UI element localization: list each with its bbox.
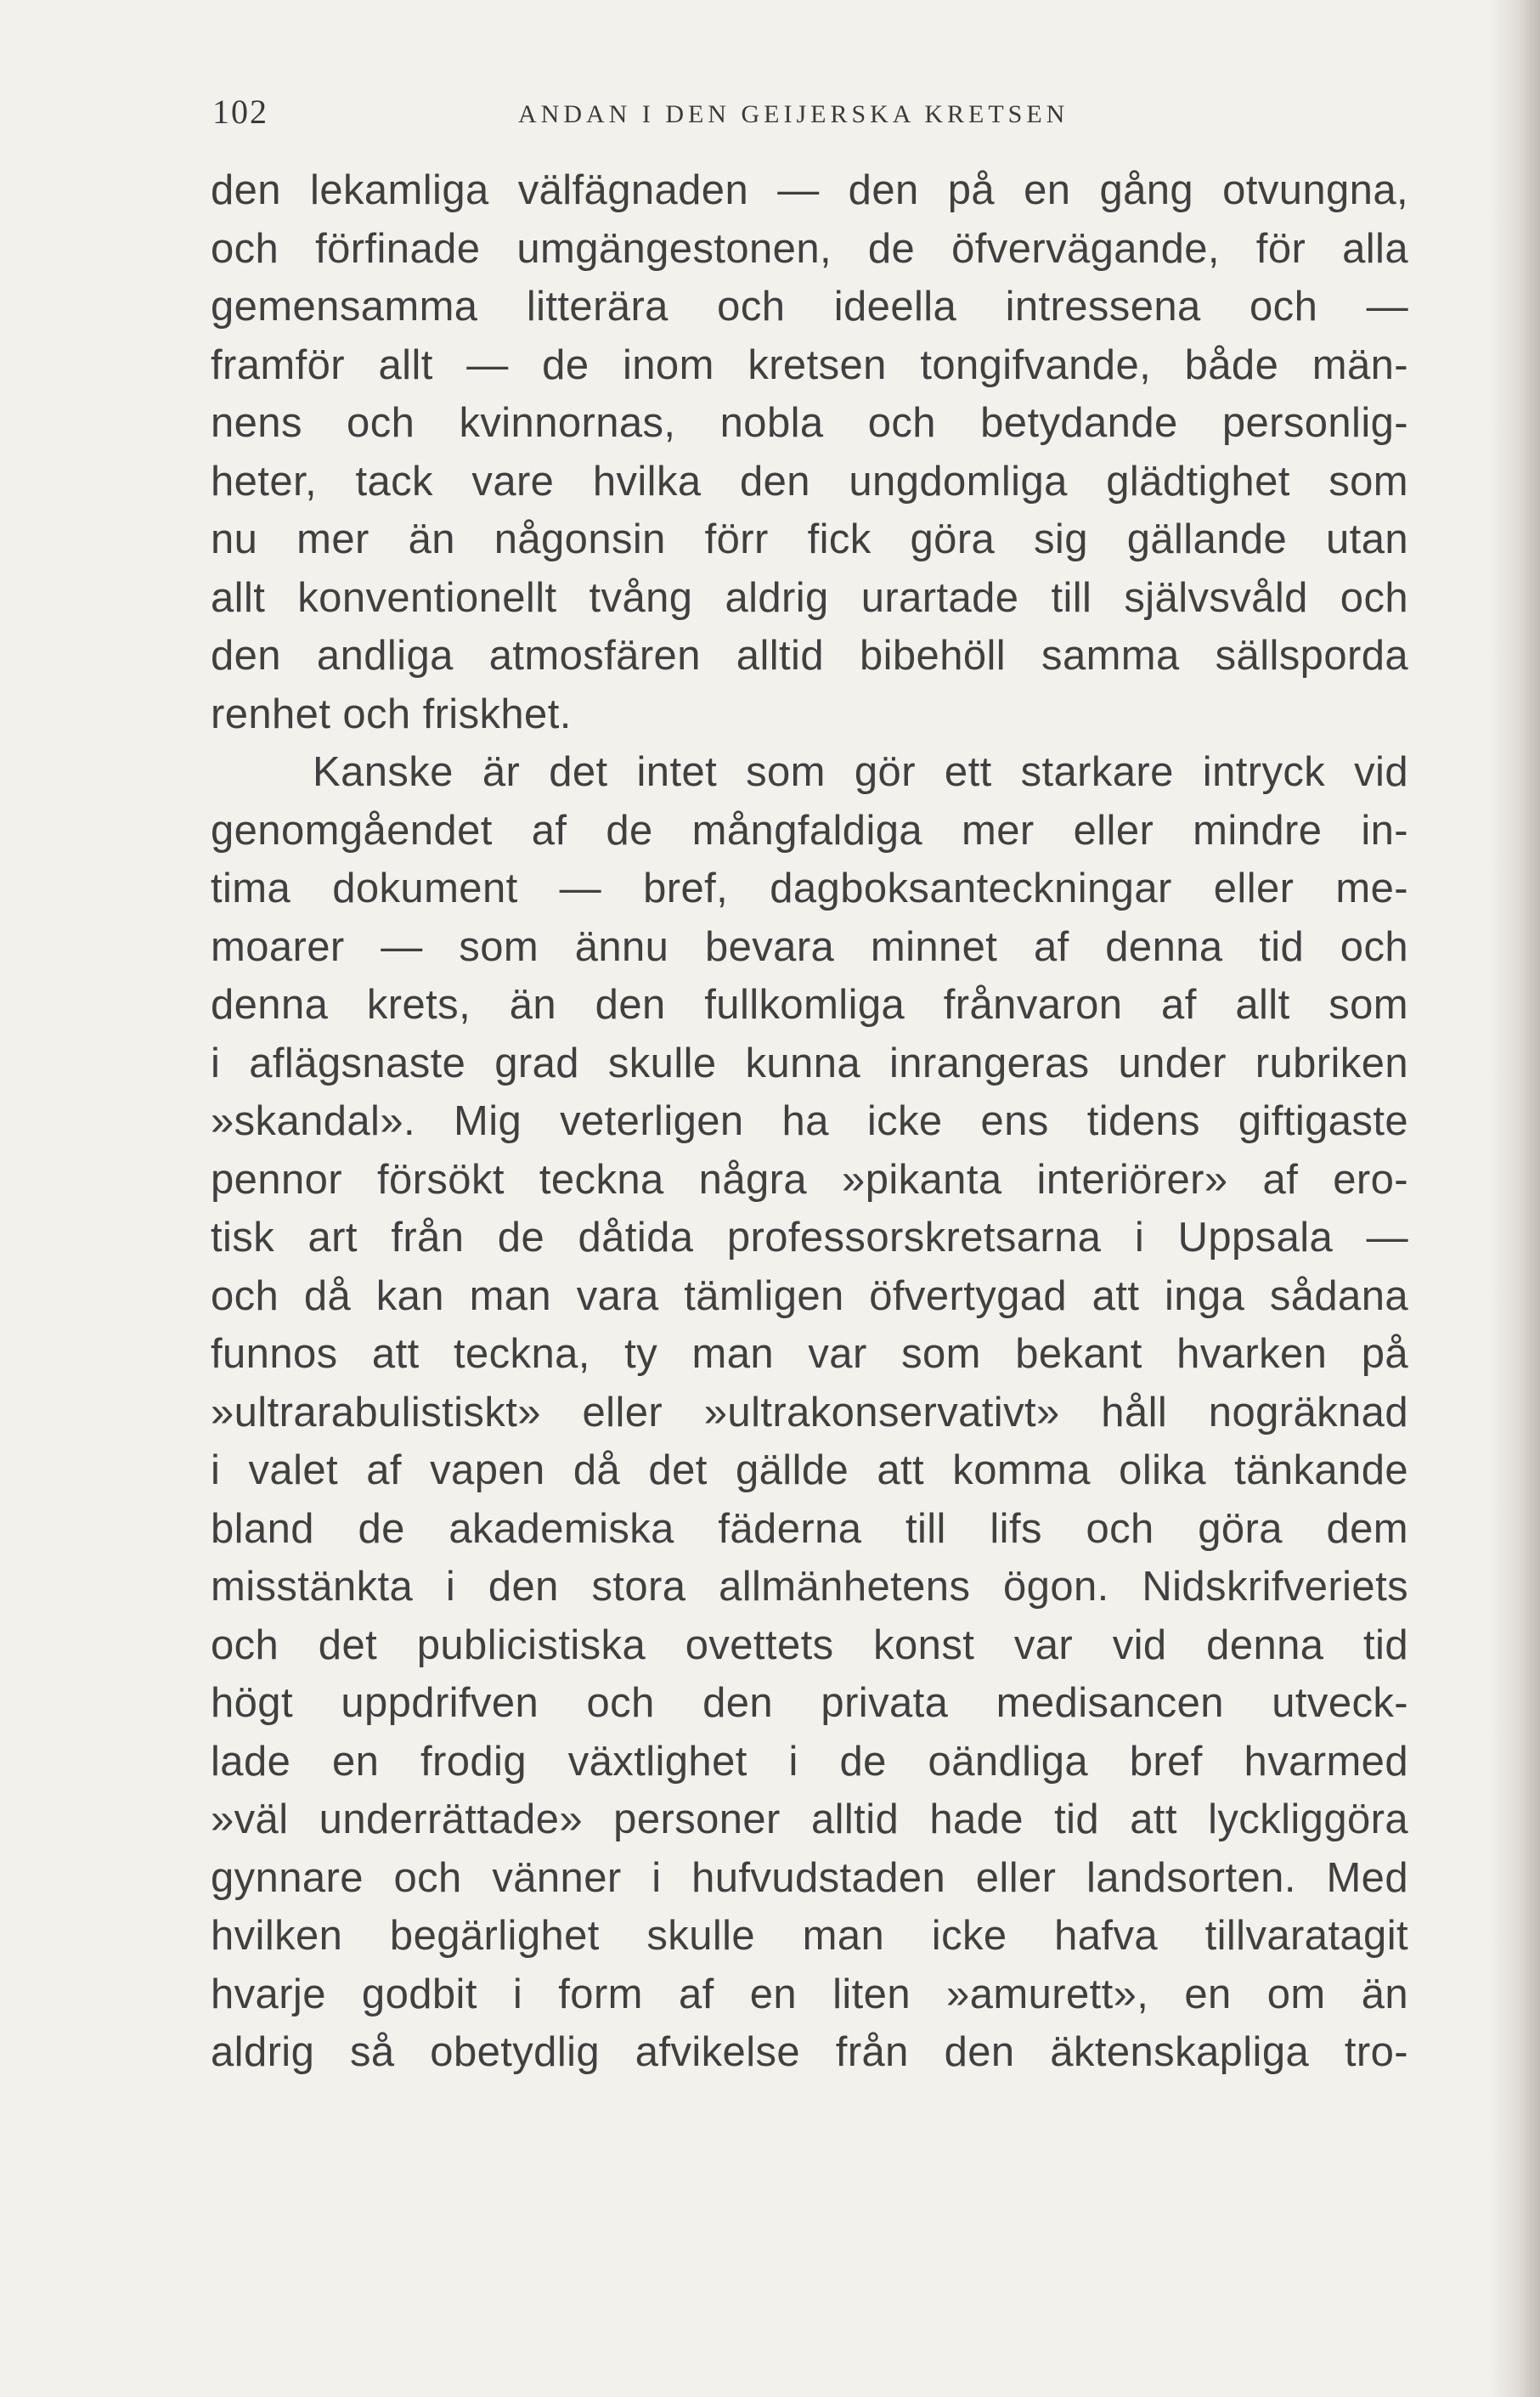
text-line: »väl underrättade» personer alltid hade tid att lyckliggöra: [211, 1796, 1408, 1842]
text-line: och det publicistiska ovettets konst var vid denna tid: [211, 1622, 1408, 1668]
page-edge-shadow: [1489, 0, 1540, 2397]
text-line: pennor försökt teckna några »pikanta interiörer» af ero-: [211, 1156, 1408, 1203]
text-line: i aflägsnaste grad skulle kunna inrangeras under rubriken: [211, 1040, 1408, 1086]
text-line: gynnare och vänner i hufvudstaden eller landsorten. Med: [211, 1854, 1408, 1901]
text-line: och förfinade umgängestonen, de öfvervägande, för alla: [211, 225, 1408, 272]
text-line: framför allt — de inom kretsen tongifvande, både män-: [211, 341, 1408, 388]
text-line: gemensamma litterära och ideella intressena och —: [211, 284, 1408, 330]
page-number: 102: [212, 93, 268, 131]
text-line: bland de akademiska fäderna till lifs och göra dem: [211, 1505, 1408, 1552]
text-line: moarer — som ännu bevara minnet af denna tid och: [211, 923, 1408, 970]
text-line: »skandal». Mig veterligen ha icke ens tidens giftigaste: [211, 1098, 1408, 1144]
paragraph-start-line: Kanske är det intet som gör ett starkare intryck vid: [313, 749, 1408, 795]
text-line: »ultrarabulistiskt» eller »ultrakonservativt» håll nogräknad: [211, 1389, 1408, 1435]
body-text: [211, 161, 1408, 2082]
text-line: tima dokument — bref, dagboksanteckningar eller me-: [211, 866, 1408, 911]
text-line: heter, tack vare hvilka den ungdomliga glädtighet som: [211, 458, 1408, 505]
running-head: [212, 92, 1410, 143]
paragraph-end-line: renhet och friskhet.: [211, 691, 572, 737]
text-line: den lekamliga välfägnaden — den på en gång otvungna,: [211, 167, 1408, 213]
text-line: nens och kvinnornas, nobla och betydande personlig-: [211, 400, 1408, 446]
text-line: tisk art från de dåtida professorskretsarna i Uppsala —: [211, 1215, 1408, 1261]
text-line: lade en frodig växtlighet i de oändliga bref hvarmed: [211, 1738, 1408, 1785]
text-line: nu mer än någonsin förr fick göra sig gällande utan: [211, 516, 1408, 562]
text-line: misstänkta i den stora allmänhetens ögon. Nidskrifveriets: [211, 1564, 1408, 1610]
text-line: denna krets, än den fullkomliga frånvaron af allt som: [211, 982, 1408, 1028]
text-line: i valet af vapen då det gällde att komma olika tänkande: [211, 1447, 1408, 1493]
text-line: genomgåendet af de mångfaldiga mer eller mindre in-: [211, 807, 1408, 854]
text-line: och då kan man vara tämligen öfvertygad att inga sådana: [211, 1272, 1408, 1319]
text-line: allt konventionellt tvång aldrig urartade till självsvåld och: [211, 574, 1408, 621]
text-line: hvarje godbit i form af en liten »amurett», en om än: [211, 1971, 1408, 2017]
text-line: hvilken begärlighet skulle man icke hafva tillvaratagit: [211, 1913, 1408, 1959]
running-title: ANDAN I DEN GEIJERSKA KRETSEN: [518, 100, 1069, 128]
text-line: högt uppdrifven och den privata medisancen utveck-: [211, 1680, 1408, 1726]
text-line: den andliga atmosfären alltid bibehöll samma sällsporda: [211, 633, 1408, 679]
text-line: aldrig så obetydlig afvikelse från den äktenskapliga tro-: [211, 2029, 1408, 2075]
text-line: funnos att teckna, ty man var som bekant hvarken på: [211, 1331, 1408, 1377]
